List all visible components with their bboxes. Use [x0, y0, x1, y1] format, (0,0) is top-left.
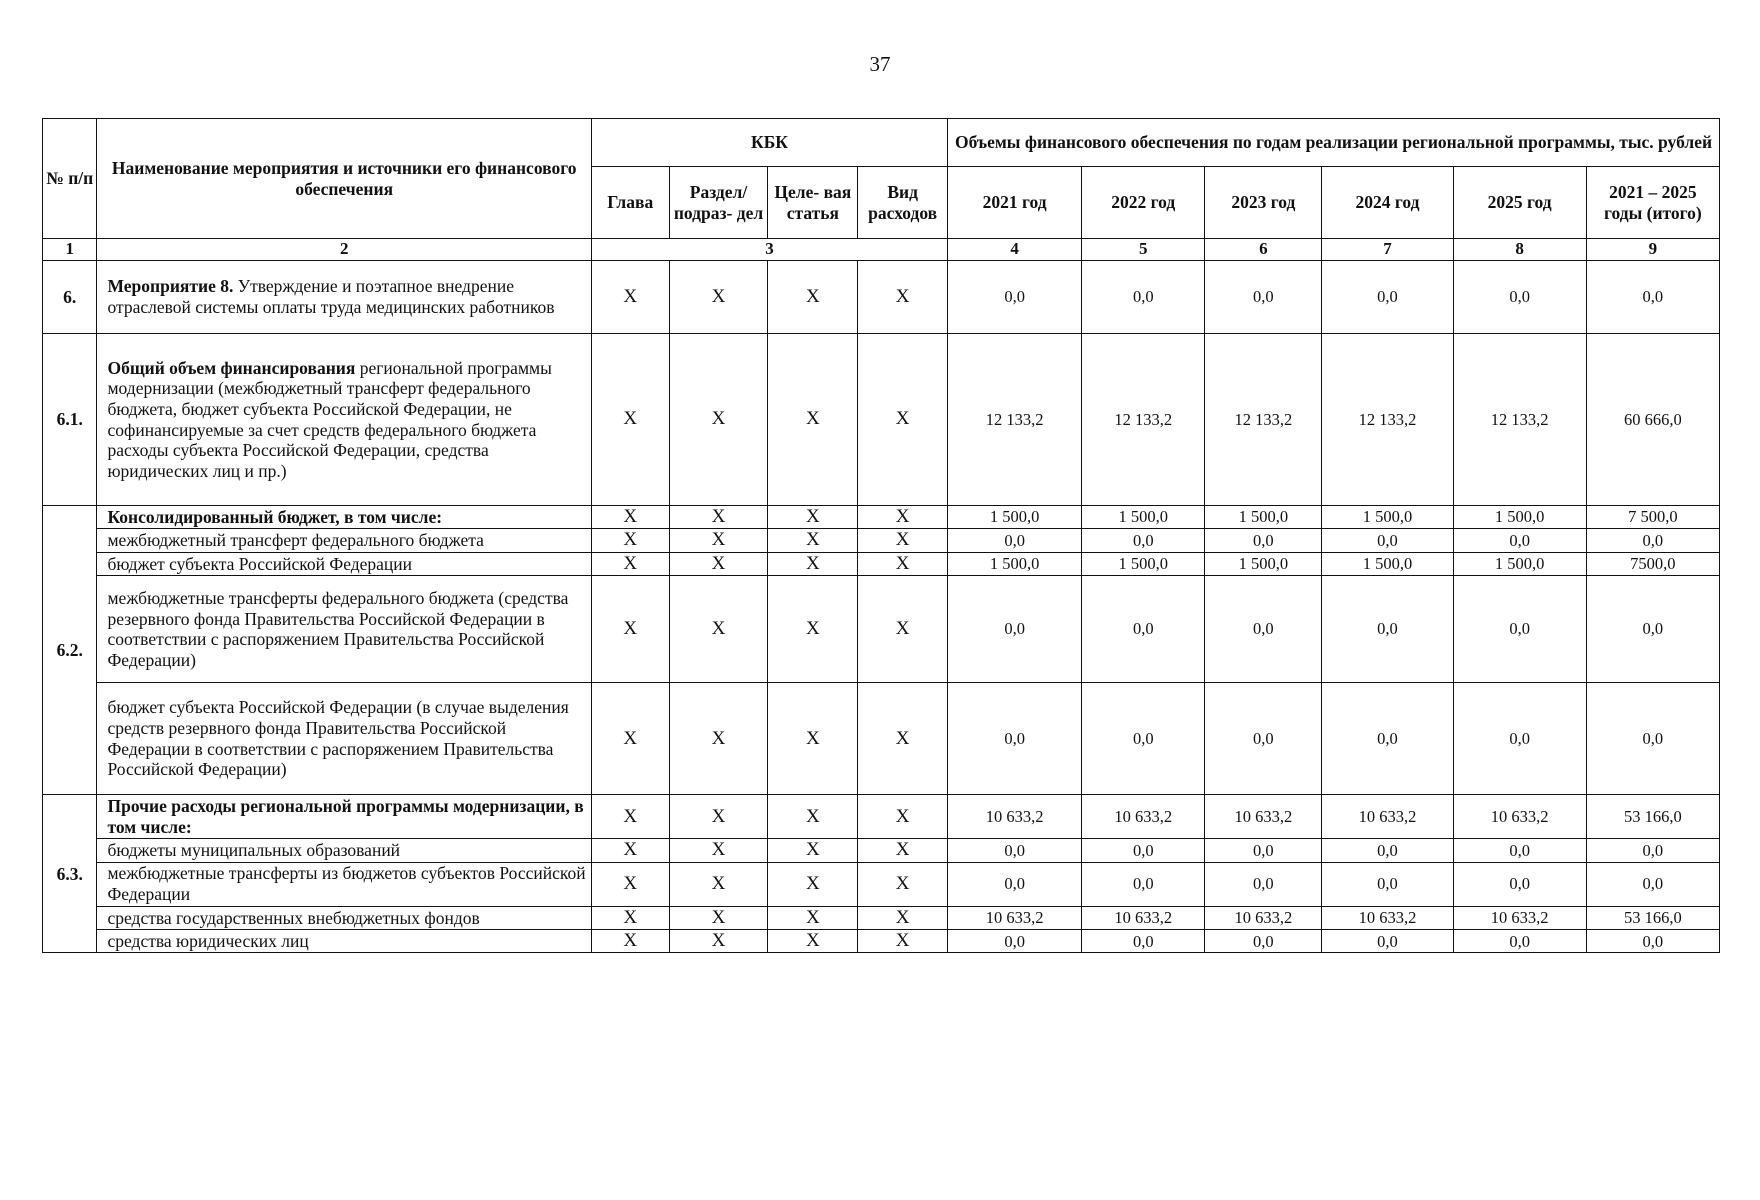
value-cell: 1 500,0 [1205, 506, 1322, 529]
kbk-cell: X [591, 839, 669, 862]
value-cell: 0,0 [948, 930, 1082, 953]
kbk-cell: X [669, 506, 768, 529]
row-name [97, 683, 591, 795]
table-row [43, 930, 1720, 953]
row-name-text: региональной программы модернизации (межбюджетный трансферт федерального бюджета, бюджет субъекта Российской Федерации, не софинансируемые за счет средств федерального бюджета расходы субъекта Российской Федерации, средства юридических лиц и пр.) [107, 357, 552, 481]
value-cell: 10 633,2 [1453, 795, 1586, 839]
kbk-cell: X [669, 906, 768, 929]
value-cell: 0,0 [1082, 862, 1205, 906]
header-index: 2 [97, 239, 591, 261]
header-index: 1 [43, 239, 97, 261]
kbk-cell: X [591, 529, 669, 552]
kbk-cell: X [591, 576, 669, 683]
value-cell: 10 633,2 [1205, 906, 1322, 929]
kbk-cell: X [858, 334, 948, 506]
value-cell: 0,0 [1586, 576, 1719, 683]
financing-table [42, 118, 1720, 953]
table-row [43, 529, 1720, 552]
value-cell: 0,0 [1586, 862, 1719, 906]
value-cell: 1 500,0 [1322, 506, 1453, 529]
value-cell: 10 633,2 [1082, 795, 1205, 839]
kbk-cell: X [768, 261, 858, 334]
kbk-cell: X [858, 552, 948, 575]
kbk-cell: X [669, 683, 768, 795]
value-cell: 0,0 [1586, 529, 1719, 552]
header-kbk: КБК [591, 119, 947, 167]
kbk-cell: X [768, 862, 858, 906]
value-cell: 0,0 [1205, 930, 1322, 953]
value-cell: 0,0 [1453, 261, 1586, 334]
header-num: № п/п [43, 119, 97, 239]
kbk-cell: X [858, 261, 948, 334]
header-index: 3 [591, 239, 947, 261]
header-year: 2024 год [1322, 167, 1453, 239]
table-row [43, 261, 1720, 334]
row-number: 6. [43, 261, 97, 334]
row-name-text: Утверждение и поэтапное внедрение отраслевой системы оплаты труда медицинских работников [107, 276, 555, 317]
table-row [43, 552, 1720, 575]
value-cell: 10 633,2 [1205, 795, 1322, 839]
value-cell: 7 500,0 [1586, 506, 1719, 529]
value-cell: 1 500,0 [1205, 552, 1322, 575]
row-name-text: средства юридических лиц [107, 930, 309, 951]
kbk-cell: X [858, 906, 948, 929]
header-year: 2023 год [1205, 167, 1322, 239]
value-cell: 0,0 [1082, 576, 1205, 683]
kbk-cell: X [858, 506, 948, 529]
row-name-text: межбюджетные трансферты из бюджетов субъектов Российской Федерации [107, 863, 586, 905]
kbk-cell: X [768, 683, 858, 795]
kbk-cell: X [591, 334, 669, 506]
value-cell: 10 633,2 [948, 906, 1082, 929]
value-cell: 0,0 [1082, 839, 1205, 862]
value-cell: 0,0 [1082, 683, 1205, 795]
kbk-cell: X [669, 930, 768, 953]
value-cell: 1 500,0 [948, 506, 1082, 529]
value-cell: 0,0 [948, 261, 1082, 334]
kbk-cell: X [768, 930, 858, 953]
kbk-cell: X [768, 529, 858, 552]
value-cell: 10 633,2 [1453, 906, 1586, 929]
kbk-cell: X [591, 683, 669, 795]
kbk-cell: X [768, 906, 858, 929]
header-year: 2021 – 2025 годы (итого) [1586, 167, 1719, 239]
kbk-cell: X [768, 506, 858, 529]
value-cell: 0,0 [1586, 261, 1719, 334]
value-cell: 0,0 [1322, 261, 1453, 334]
row-number: 6.2. [43, 506, 97, 795]
kbk-cell: X [591, 552, 669, 575]
header-name: Наименование мероприятия и источники его финансового обеспечения [97, 119, 591, 239]
value-cell: 0,0 [948, 862, 1082, 906]
value-cell: 12 133,2 [1322, 334, 1453, 506]
row-number: 6.3. [43, 795, 97, 953]
value-cell: 12 133,2 [1205, 334, 1322, 506]
value-cell: 0,0 [948, 839, 1082, 862]
header-year: 2025 год [1453, 167, 1586, 239]
row-name [97, 862, 591, 906]
kbk-cell: X [858, 529, 948, 552]
kbk-cell: X [858, 862, 948, 906]
row-name [97, 930, 591, 953]
value-cell: 0,0 [948, 683, 1082, 795]
row-number: 6.1. [43, 334, 97, 506]
row-name-bold: Мероприятие 8. [107, 276, 234, 297]
kbk-cell: X [669, 529, 768, 552]
row-name-text: бюджеты муниципальных образований [107, 840, 401, 861]
value-cell: 0,0 [1082, 930, 1205, 953]
header-index: 8 [1453, 239, 1586, 261]
value-cell: 0,0 [1322, 839, 1453, 862]
row-name [97, 261, 591, 334]
kbk-cell: X [768, 839, 858, 862]
kbk-cell: X [858, 795, 948, 839]
kbk-cell: X [768, 552, 858, 575]
value-cell: 7500,0 [1586, 552, 1719, 575]
value-cell: 0,0 [1322, 683, 1453, 795]
value-cell: 0,0 [1453, 576, 1586, 683]
header-index: 6 [1205, 239, 1322, 261]
row-name-bold: Консолидированный бюджет, в том числе: [107, 506, 443, 527]
row-name [97, 839, 591, 862]
row-name [97, 334, 591, 506]
value-cell: 0,0 [1205, 862, 1322, 906]
table-row [43, 862, 1720, 906]
value-cell: 0,0 [1322, 930, 1453, 953]
header-year: 2021 год [948, 167, 1082, 239]
header-index: 7 [1322, 239, 1453, 261]
table-row [43, 576, 1720, 683]
value-cell: 12 133,2 [1082, 334, 1205, 506]
kbk-cell: X [669, 334, 768, 506]
value-cell: 0,0 [1322, 529, 1453, 552]
header-kbk-col: Глава [591, 167, 669, 239]
value-cell: 0,0 [1453, 839, 1586, 862]
value-cell: 0,0 [1322, 576, 1453, 683]
value-cell: 60 666,0 [1586, 334, 1719, 506]
kbk-cell: X [669, 839, 768, 862]
value-cell: 1 500,0 [1322, 552, 1453, 575]
value-cell: 0,0 [1586, 930, 1719, 953]
kbk-cell: X [858, 930, 948, 953]
value-cell: 1 500,0 [1453, 552, 1586, 575]
header-index: 9 [1586, 239, 1719, 261]
kbk-cell: X [591, 795, 669, 839]
kbk-cell: X [669, 862, 768, 906]
table-row [43, 839, 1720, 862]
row-name [97, 529, 591, 552]
value-cell: 1 500,0 [1082, 552, 1205, 575]
header-kbk-col: Раздел/ подраз- дел [669, 167, 768, 239]
value-cell: 12 133,2 [1453, 334, 1586, 506]
value-cell: 0,0 [1205, 839, 1322, 862]
kbk-cell: X [669, 552, 768, 575]
value-cell: 1 500,0 [1453, 506, 1586, 529]
value-cell: 0,0 [948, 529, 1082, 552]
kbk-cell: X [669, 576, 768, 683]
header-index: 4 [948, 239, 1082, 261]
value-cell: 0,0 [1205, 261, 1322, 334]
header-kbk-col: Целе- вая статья [768, 167, 858, 239]
value-cell: 12 133,2 [948, 334, 1082, 506]
table-row [43, 506, 1720, 529]
header-index: 5 [1082, 239, 1205, 261]
row-name-bold: Общий объем финансирования [107, 357, 356, 378]
row-name [97, 506, 591, 529]
kbk-cell: X [591, 506, 669, 529]
kbk-cell: X [591, 930, 669, 953]
row-name-text: межбюджетный трансферт федерального бюджета [107, 530, 484, 551]
value-cell: 0,0 [1453, 930, 1586, 953]
header-kbk-col: Вид расходов [858, 167, 948, 239]
row-name-bold: Прочие расходы региональной программы модернизации, в том числе: [107, 796, 584, 837]
kbk-cell: X [768, 795, 858, 839]
value-cell: 0,0 [1082, 261, 1205, 334]
table-row [43, 683, 1720, 795]
kbk-cell: X [591, 862, 669, 906]
value-cell: 0,0 [1322, 862, 1453, 906]
table-row [43, 795, 1720, 839]
value-cell: 10 633,2 [1322, 795, 1453, 839]
value-cell: 0,0 [1453, 683, 1586, 795]
value-cell: 1 500,0 [948, 552, 1082, 575]
row-name [97, 906, 591, 929]
value-cell: 10 633,2 [1322, 906, 1453, 929]
value-cell: 0,0 [1453, 862, 1586, 906]
value-cell: 10 633,2 [948, 795, 1082, 839]
value-cell: 53 166,0 [1586, 795, 1719, 839]
row-name-text: бюджет субъекта Российской Федерации [107, 553, 413, 574]
row-name [97, 552, 591, 575]
value-cell: 0,0 [1586, 683, 1719, 795]
value-cell: 0,0 [1205, 529, 1322, 552]
value-cell: 1 500,0 [1082, 506, 1205, 529]
kbk-cell: X [858, 576, 948, 683]
value-cell: 53 166,0 [1586, 906, 1719, 929]
kbk-cell: X [669, 261, 768, 334]
value-cell: 0,0 [1205, 576, 1322, 683]
page-number: 37 [869, 52, 891, 76]
header-volumes: Объемы финансового обеспечения по годам реализации региональной программы, тыс. рублей [948, 119, 1720, 167]
kbk-cell: X [858, 839, 948, 862]
row-name [97, 795, 591, 839]
kbk-cell: X [591, 906, 669, 929]
row-name-text: межбюджетные трансферты федерального бюджета (средства резервного фонда Правительства Российской Федерации в соответствии с распоряжением Правительства Российской Федерации) [107, 587, 569, 670]
table-row [43, 906, 1720, 929]
value-cell: 0,0 [1586, 839, 1719, 862]
value-cell: 10 633,2 [1082, 906, 1205, 929]
kbk-cell: X [669, 795, 768, 839]
row-name [97, 576, 591, 683]
kbk-cell: X [858, 683, 948, 795]
row-name-text: средства государственных внебюджетных фондов [107, 907, 480, 928]
row-name-text: бюджет субъекта Российской Федерации (в случае выделения средств резервного фонда Правительства Российской Федерации в соответствии с распоряжением Правительства Российской Федерации) [107, 697, 569, 780]
value-cell: 0,0 [1205, 683, 1322, 795]
table-row [43, 334, 1720, 506]
value-cell: 0,0 [1453, 529, 1586, 552]
value-cell: 0,0 [948, 576, 1082, 683]
kbk-cell: X [768, 576, 858, 683]
value-cell: 0,0 [1082, 529, 1205, 552]
kbk-cell: X [768, 334, 858, 506]
header-year: 2022 год [1082, 167, 1205, 239]
kbk-cell: X [591, 261, 669, 334]
